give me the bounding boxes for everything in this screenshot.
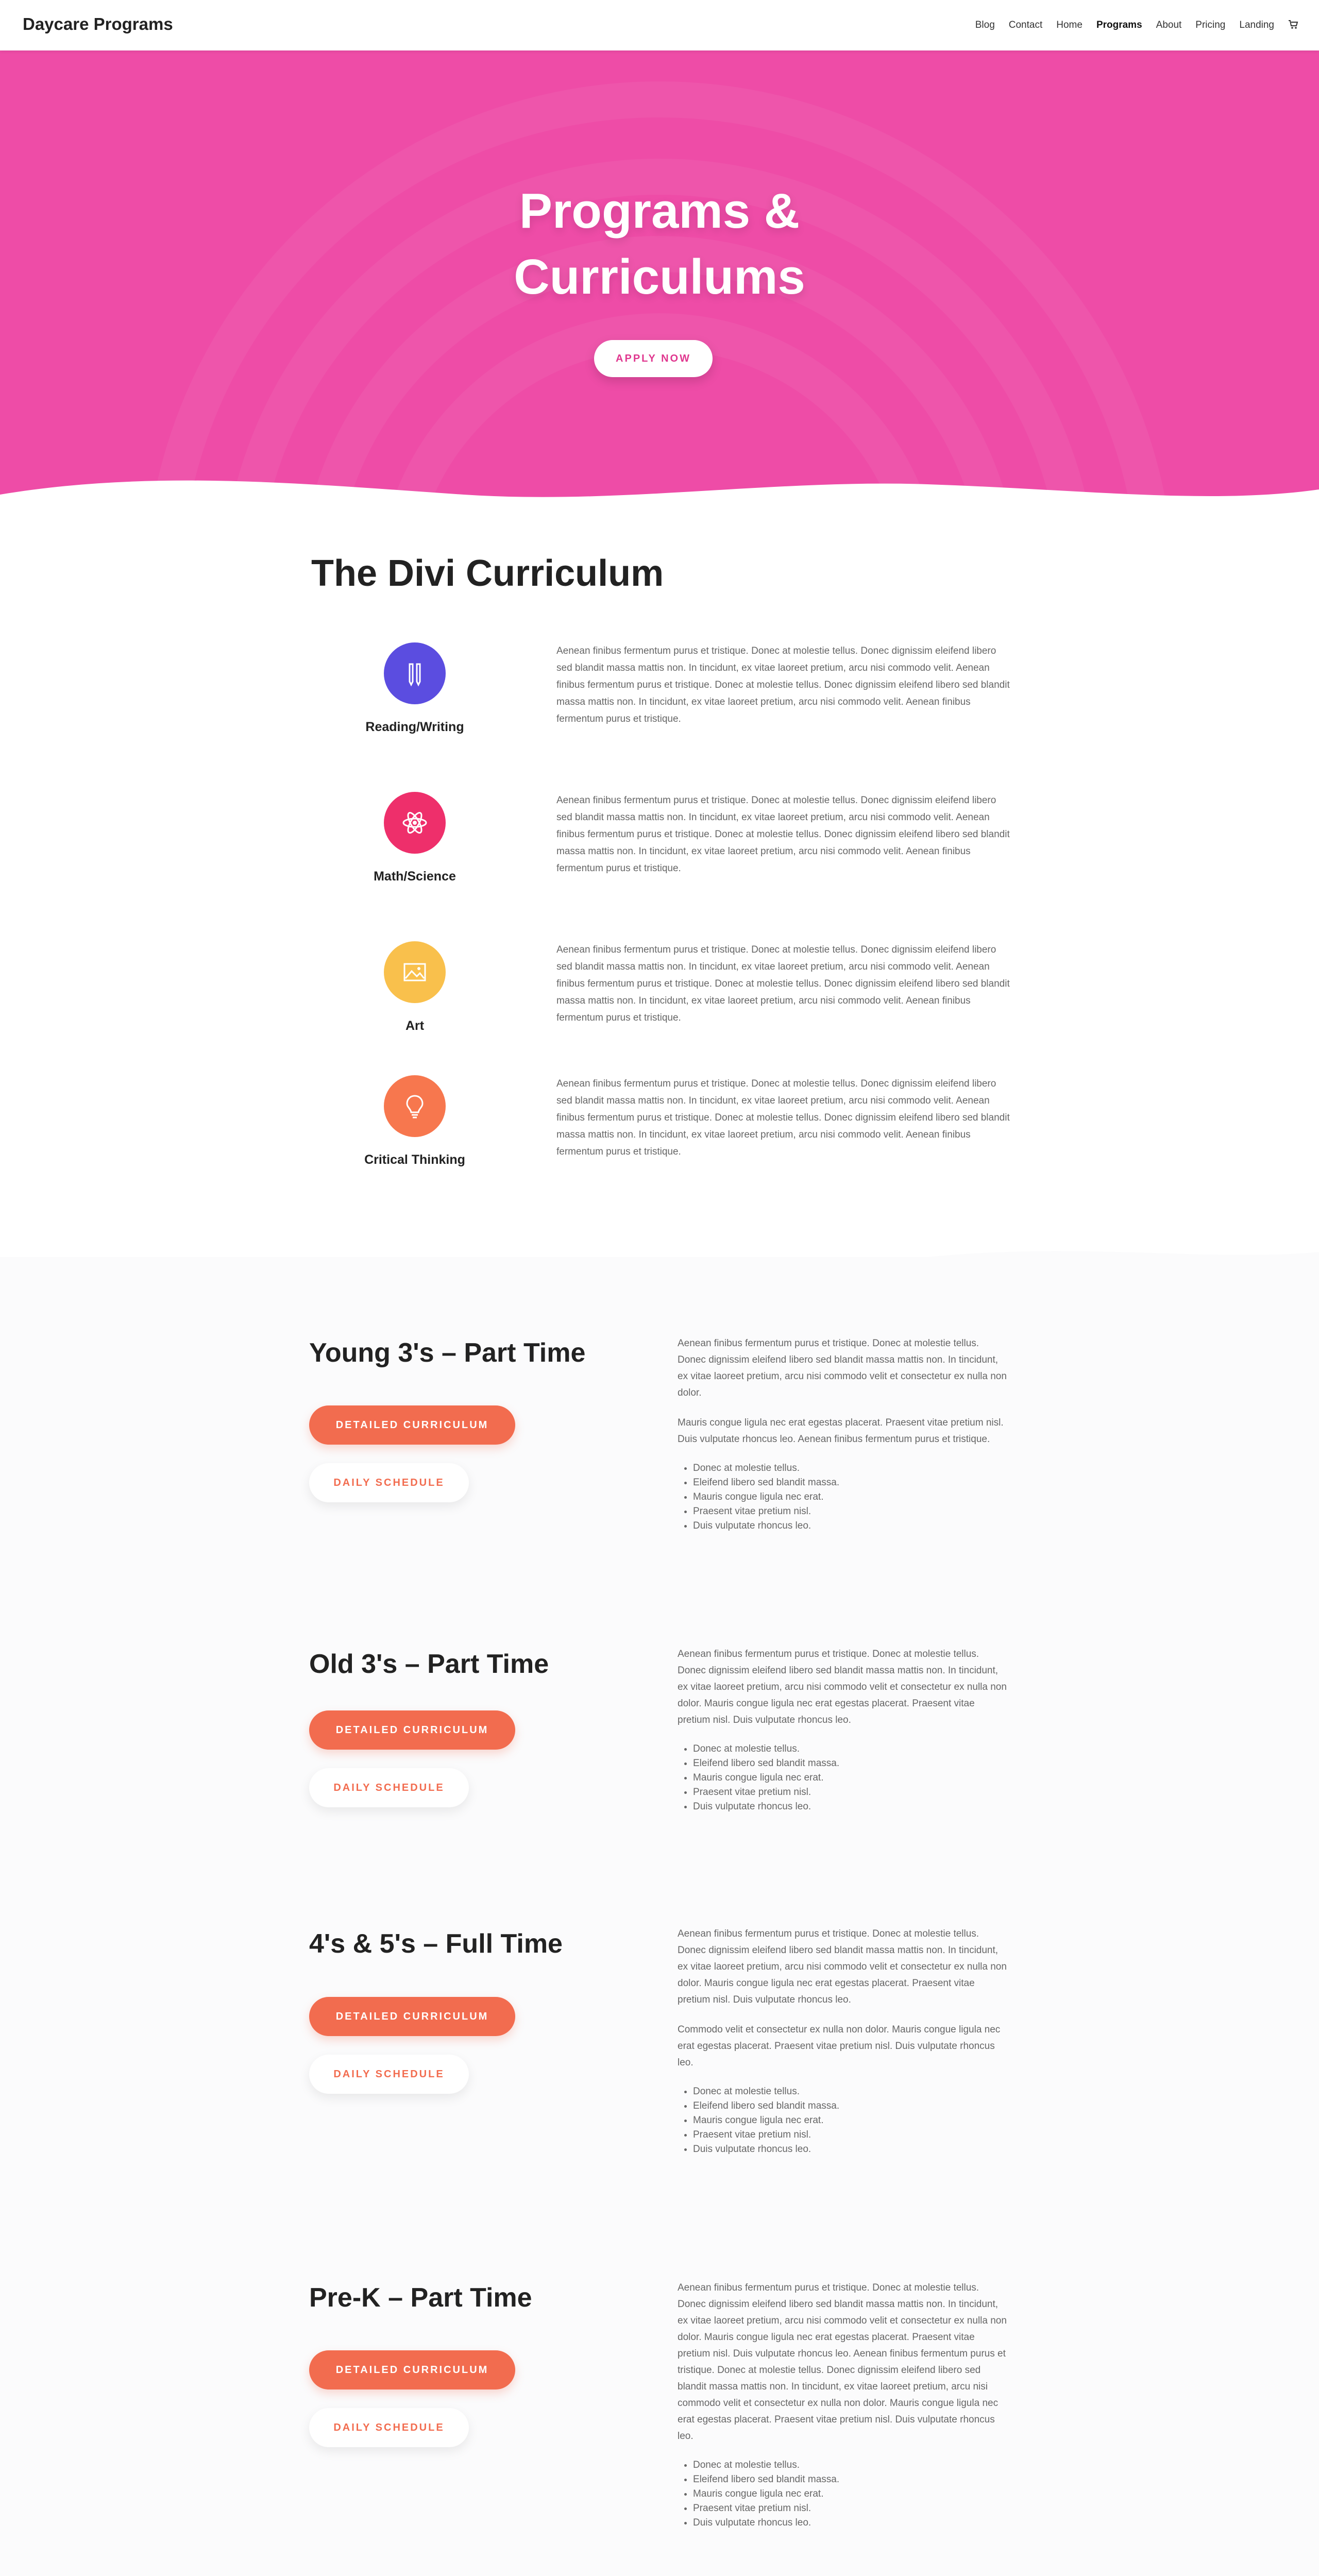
- curriculum-item: [309, 1075, 1010, 1189]
- list-item: • Eleifend libero sed blandit massa.: [693, 1756, 1007, 1771]
- list-item: • Mauris congue ligula nec erat.: [693, 2487, 1007, 2501]
- curriculum-item: [309, 642, 1010, 756]
- nav-contact[interactable]: Contact: [1008, 20, 1043, 30]
- curriculum-label: Critical Thinking: [364, 1153, 465, 1167]
- pencil-icon: [384, 642, 446, 704]
- program-description: [678, 1646, 1007, 1814]
- list-item: • Duis vulputate rhoncus leo.: [693, 2142, 1007, 2157]
- daily-schedule-button[interactable]: DAILY SCHEDULE: [309, 1463, 469, 1502]
- daily-schedule-button[interactable]: DAILY SCHEDULE: [309, 2055, 469, 2094]
- curriculum-label: Reading/Writing: [365, 720, 464, 734]
- list-item: • Duis vulputate rhoncus leo.: [693, 1519, 1007, 1533]
- curriculum-item: [309, 941, 1010, 1055]
- daily-schedule-button[interactable]: DAILY SCHEDULE: [309, 1768, 469, 1807]
- list-item: • Donec at molestie tellus.: [693, 1742, 1007, 1756]
- nav-blog[interactable]: Blog: [975, 20, 995, 30]
- apply-now-button[interactable]: APPLY NOW: [594, 340, 713, 377]
- program-description: [678, 1335, 1007, 1533]
- list-item: • Praesent vitae pretium nisl.: [693, 1504, 1007, 1519]
- nav-landing[interactable]: Landing: [1239, 20, 1274, 30]
- hero-section: [0, 50, 1319, 509]
- hero-wave-divider: [0, 464, 1319, 526]
- program-description: [678, 2280, 1007, 2530]
- program-paragraph: Mauris congue ligula nec erat egestas placerat. Praesent vitae pretium nisl. Duis vulputate rhoncus leo. Aenean finibus fermentum purus et tristique.: [678, 1417, 1004, 1445]
- detailed-curriculum-button[interactable]: DETAILED CURRICULUM: [309, 1405, 515, 1445]
- site-logo[interactable]: Daycare Programs: [23, 14, 173, 33]
- main-nav: [975, 20, 1298, 33]
- curriculum-title: The Divi Curriculum: [311, 553, 664, 594]
- curriculum-label: Math/Science: [374, 869, 456, 884]
- picture-icon: [384, 941, 446, 1003]
- list-item: • Donec at molestie tellus.: [693, 1461, 1007, 1476]
- program-bullet-list: [693, 1461, 1007, 1533]
- program-paragraph: Aenean finibus fermentum purus et tristique. Donec at molestie tellus. Donec dignissim eleifend libero sed blandit massa mattis non. In tincidunt, ex vitae laoreet pretium, arcu nisi commodo velit et consectetur ex nulla non dolor. Mauris congue ligula nec erat egestas placerat. Praesent vitae pretium nisl. Duis vulputate rhoncus leo.: [678, 1928, 1007, 2005]
- lightbulb-icon: [384, 1075, 446, 1137]
- curriculum-text: Aenean finibus fermentum purus et tristique. Donec at molestie tellus. Donec dignissim eleifend libero sed blandit massa mattis non. In tincidunt, ex vitae laoreet pretium, arcu nisi commodo velit. Aenean finibus fermentum purus et tristique. Donec at molestie tellus. Donec dignissim eleifend libero sed blandit massa mattis non. In tincidunt, ex vitae laoreet pretium, arcu nisi commodo velit. Aenean finibus fermentum purus et tristique.: [556, 646, 1010, 724]
- program-title: Pre-K – Part Time: [309, 2283, 532, 2313]
- list-item: • Duis vulputate rhoncus leo.: [693, 2516, 1007, 2530]
- daily-schedule-button[interactable]: DAILY SCHEDULE: [309, 2408, 469, 2447]
- nav-home[interactable]: Home: [1056, 20, 1083, 30]
- curriculum-label: Art: [405, 1019, 425, 1033]
- list-item: • Praesent vitae pretium nisl.: [693, 1785, 1007, 1800]
- program-paragraph: Commodo velit et consectetur ex nulla non dolor. Mauris congue ligula nec erat egestas placerat. Praesent vitae pretium nisl. Duis vulputate rhoncus leo.: [678, 2024, 1001, 2068]
- site-header: [0, 0, 1319, 50]
- list-item: • Mauris congue ligula nec erat.: [693, 2113, 1007, 2128]
- nav-about[interactable]: About: [1156, 20, 1182, 30]
- program-title: Young 3's – Part Time: [309, 1338, 586, 1368]
- list-item: • Praesent vitae pretium nisl.: [693, 2128, 1007, 2142]
- program-bullet-list: [693, 2084, 1007, 2157]
- detailed-curriculum-button[interactable]: DETAILED CURRICULUM: [309, 1710, 515, 1750]
- detailed-curriculum-button[interactable]: DETAILED CURRICULUM: [309, 2350, 515, 2389]
- list-item: • Eleifend libero sed blandit massa.: [693, 1476, 1007, 1490]
- list-item: • Donec at molestie tellus.: [693, 2084, 1007, 2099]
- atom-icon: [384, 792, 446, 854]
- program-title: 4's & 5's – Full Time: [309, 1929, 563, 1959]
- detailed-curriculum-button[interactable]: DETAILED CURRICULUM: [309, 1997, 515, 2036]
- program-title: Old 3's – Part Time: [309, 1649, 549, 1679]
- program-bullet-list: [693, 2458, 1007, 2530]
- programs-section: [0, 1257, 1319, 2576]
- programs-top-wave: [0, 1231, 1319, 1293]
- nav-pricing[interactable]: Pricing: [1195, 20, 1226, 30]
- list-item: • Eleifend libero sed blandit massa.: [693, 2099, 1007, 2113]
- program-paragraph: Aenean finibus fermentum purus et tristique. Donec at molestie tellus. Donec dignissim eleifend libero sed blandit massa mattis non. In tincidunt, ex vitae laoreet pretium, arcu nisi commodo velit et consectetur ex nulla non dolor. Mauris congue ligula nec erat egestas placerat. Praesent vitae pretium nisl. Duis vulputate rhoncus leo.: [678, 1649, 1007, 1725]
- curriculum-item: [309, 792, 1010, 905]
- list-item: • Duis vulputate rhoncus leo.: [693, 1800, 1007, 1814]
- curriculum-text: Aenean finibus fermentum purus et tristique. Donec at molestie tellus. Donec dignissim eleifend libero sed blandit massa mattis non. In tincidunt, ex vitae laoreet pretium, arcu nisi commodo velit. Aenean finibus fermentum purus et tristique. Donec at molestie tellus. Donec dignissim eleifend libero sed blandit massa mattis non. In tincidunt, ex vitae laoreet pretium, arcu nisi commodo velit. Aenean finibus fermentum purus et tristique.: [556, 795, 1010, 874]
- list-item: • Praesent vitae pretium nisl.: [693, 2501, 1007, 2516]
- list-item: • Donec at molestie tellus.: [693, 2458, 1007, 2472]
- program-paragraph: Aenean finibus fermentum purus et tristique. Donec at molestie tellus. Donec dignissim eleifend libero sed blandit massa mattis non. In tincidunt, ex vitae laoreet pretium, arcu nisi commodo velit et consectetur ex nulla non dolor. Mauris congue ligula nec erat egestas placerat. Praesent vitae pretium nisl. Duis vulputate rhoncus leo. Aenean finibus fermentum purus et tristique. Donec at molestie tellus. Donec dignissim eleifend libero sed blandit massa mattis non. In tincidunt, ex vitae laoreet pretium, arcu nisi commodo velit et consectetur ex nulla non dolor. Mauris congue ligula nec erat egestas placerat. Praesent vitae pretium nisl. Duis vulputate rhoncus leo.: [678, 2282, 1007, 2442]
- program-paragraph: Aenean finibus fermentum purus et tristique. Donec at molestie tellus. Donec dignissim eleifend libero sed blandit massa mattis non. In tincidunt, ex vitae laoreet pretium, arcu nisi commodo velit et consectetur ex nulla non dolor.: [678, 1338, 1007, 1398]
- nav-programs[interactable]: Programs: [1096, 20, 1142, 30]
- list-item: • Eleifend libero sed blandit massa.: [693, 2472, 1007, 2487]
- curriculum-text: Aenean finibus fermentum purus et tristique. Donec at molestie tellus. Donec dignissim eleifend libero sed blandit massa mattis non. In tincidunt, ex vitae laoreet pretium, arcu nisi commodo velit. Aenean finibus fermentum purus et tristique. Donec at molestie tellus. Donec dignissim eleifend libero sed blandit massa mattis non. In tincidunt, ex vitae laoreet pretium, arcu nisi commodo velit. Aenean finibus fermentum purus et tristique.: [556, 944, 1010, 1023]
- program-bullet-list: [693, 1742, 1007, 1814]
- list-item: • Mauris congue ligula nec erat.: [693, 1771, 1007, 1785]
- cart-icon[interactable]: [1288, 20, 1298, 33]
- curriculum-text: Aenean finibus fermentum purus et tristique. Donec at molestie tellus. Donec dignissim eleifend libero sed blandit massa mattis non. In tincidunt, ex vitae laoreet pretium, arcu nisi commodo velit. Aenean finibus fermentum purus et tristique. Donec at molestie tellus. Donec dignissim eleifend libero sed blandit massa mattis non. In tincidunt, ex vitae laoreet pretium, arcu nisi commodo velit. Aenean finibus fermentum purus et tristique.: [556, 1078, 1010, 1157]
- list-item: • Mauris congue ligula nec erat.: [693, 1490, 1007, 1504]
- program-description: [678, 1926, 1007, 2157]
- hero-title: Programs & Curriculums: [514, 183, 805, 304]
